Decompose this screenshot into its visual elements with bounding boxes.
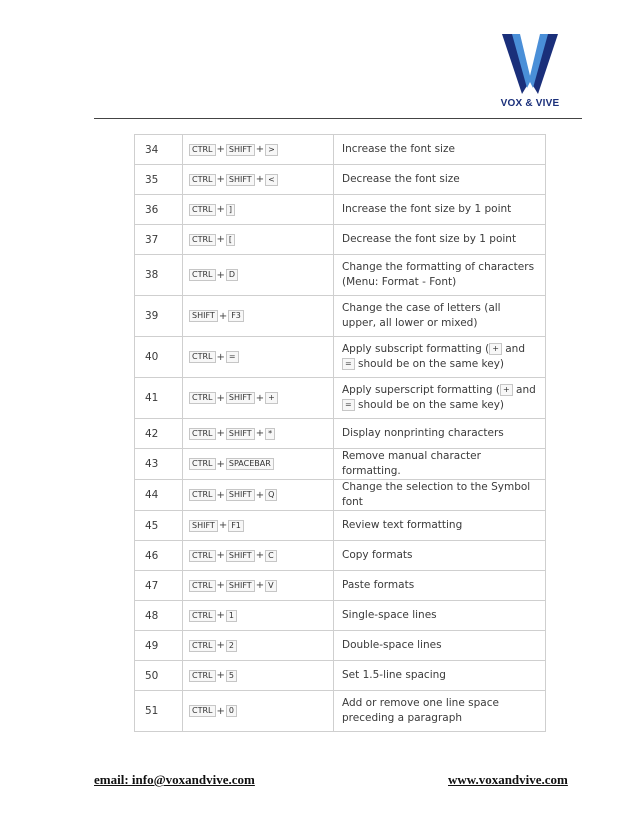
key-cap: SHIFT: [226, 580, 255, 592]
key-cap: =: [226, 351, 239, 363]
plus-sign: +: [255, 428, 265, 439]
shortcut-keys: [183, 480, 334, 511]
plus-sign: +: [255, 144, 265, 155]
shortcut-description: Set 1.5-line spacing: [334, 661, 546, 691]
key-cap: 1: [226, 610, 237, 622]
table-row: [135, 449, 546, 480]
table-row: [135, 511, 546, 541]
shortcut-keys: [183, 449, 334, 480]
shortcut-number: 40: [135, 337, 183, 378]
shortcut-description: Change the selection to the Symbol font: [334, 480, 546, 511]
shortcut-description: Increase the font size: [334, 135, 546, 165]
inline-key-cap: =: [342, 358, 355, 370]
key-cap: CTRL: [189, 144, 216, 156]
inline-key-cap: =: [342, 399, 355, 411]
logo-text: VOX & VIVE: [500, 98, 560, 109]
key-cap: CTRL: [189, 580, 216, 592]
key-cap: >: [265, 144, 278, 156]
footer-website-link[interactable]: www.voxandvive.com: [448, 772, 568, 787]
key-cap: C: [265, 550, 277, 562]
plus-sign: +: [216, 351, 225, 363]
shortcut-description: Paste formats: [334, 571, 546, 601]
table-row: [135, 571, 546, 601]
key-cap: F1: [228, 520, 244, 532]
shortcut-number: 36: [135, 195, 183, 225]
plus-sign: +: [255, 489, 265, 501]
shortcut-keys: [183, 661, 334, 691]
shortcut-number: 47: [135, 571, 183, 601]
key-cap: CTRL: [189, 428, 216, 440]
plus-sign: +: [216, 489, 225, 501]
shortcut-number: 39: [135, 296, 183, 337]
vox-vive-logo-icon: [498, 32, 562, 98]
shortcut-description: Double-space lines: [334, 631, 546, 661]
shortcut-number: 35: [135, 165, 183, 195]
plus-sign: +: [216, 705, 225, 717]
key-cap: CTRL: [189, 234, 216, 246]
shortcut-description: Increase the font size by 1 point: [334, 195, 546, 225]
header-divider: [94, 118, 582, 119]
key-cap: SHIFT: [189, 310, 218, 322]
shortcut-description: Copy formats: [334, 541, 546, 571]
shortcut-keys: [183, 571, 334, 601]
shortcut-number: 51: [135, 691, 183, 732]
shortcut-keys: [183, 511, 334, 541]
plus-sign: +: [216, 269, 225, 281]
shortcut-keys: [183, 255, 334, 296]
plus-sign: +: [216, 234, 225, 245]
key-cap: SHIFT: [226, 144, 255, 156]
key-cap: CTRL: [189, 174, 216, 186]
table-row: [135, 419, 546, 449]
plus-sign: +: [216, 144, 225, 155]
key-cap: ]: [226, 204, 235, 216]
shortcut-keys: [183, 165, 334, 195]
plus-sign: +: [255, 580, 265, 591]
key-cap: CTRL: [189, 458, 216, 470]
shortcut-number: 42: [135, 419, 183, 449]
key-cap: [: [226, 234, 235, 246]
key-cap: F3: [228, 310, 244, 322]
shortcut-keys: [183, 631, 334, 661]
description-text: and: [512, 384, 536, 396]
table-row: [135, 255, 546, 296]
plus-sign: +: [255, 392, 265, 404]
plus-sign: +: [255, 550, 265, 561]
table-row: [135, 195, 546, 225]
plus-sign: +: [218, 520, 228, 531]
shortcut-keys: [183, 337, 334, 378]
shortcut-keys: [183, 419, 334, 449]
shortcut-keys: [183, 296, 334, 337]
plus-sign: +: [216, 640, 225, 651]
key-cap: CTRL: [189, 610, 216, 622]
shortcut-number: 45: [135, 511, 183, 541]
key-cap: <: [265, 174, 278, 186]
description-text: Apply superscript formatting (: [342, 384, 500, 396]
shortcut-number: 49: [135, 631, 183, 661]
table-row: [135, 165, 546, 195]
shortcut-description: Remove manual character formatting.: [334, 449, 546, 480]
vox-vive-logo: [498, 32, 562, 114]
key-cap: CTRL: [189, 640, 216, 652]
plus-sign: +: [216, 174, 225, 185]
key-cap: 0: [226, 705, 237, 717]
plus-sign: +: [216, 580, 225, 591]
table-row: [135, 135, 546, 165]
shortcut-keys: [183, 195, 334, 225]
shortcut-number: 37: [135, 225, 183, 255]
key-cap: 2: [226, 640, 237, 652]
key-cap: CTRL: [189, 392, 216, 404]
shortcut-description: Display nonprinting characters: [334, 419, 546, 449]
key-cap: CTRL: [189, 550, 216, 562]
plus-sign: +: [216, 392, 225, 404]
key-cap: CTRL: [189, 269, 216, 281]
plus-sign: +: [216, 204, 225, 215]
table-row: [135, 480, 546, 511]
shortcut-number: 34: [135, 135, 183, 165]
shortcut-keys: [183, 135, 334, 165]
shortcut-description: Decrease the font size by 1 point: [334, 225, 546, 255]
shortcut-description: Change the case of letters (all upper, all lower or mixed): [334, 296, 546, 337]
shortcut-description: Change the formatting of characters (Menu: Format - Font): [334, 255, 546, 296]
plus-sign: +: [255, 174, 265, 185]
key-cap: CTRL: [189, 670, 216, 682]
table-row: [135, 691, 546, 732]
key-cap: CTRL: [189, 489, 216, 501]
inline-key-cap: +: [489, 343, 502, 355]
shortcut-number: 50: [135, 661, 183, 691]
plus-sign: +: [216, 550, 225, 561]
plus-sign: +: [216, 670, 225, 681]
key-cap: *: [265, 428, 275, 440]
table-row: [135, 661, 546, 691]
key-cap: Q: [265, 489, 277, 501]
shortcut-number: 41: [135, 378, 183, 419]
shortcut-description: [334, 378, 546, 419]
key-cap: SHIFT: [226, 174, 255, 186]
shortcut-description: [334, 337, 546, 378]
shortcut-description: Review text formatting: [334, 511, 546, 541]
shortcut-keys: [183, 691, 334, 732]
table-row: [135, 631, 546, 661]
key-cap: SHIFT: [226, 392, 255, 404]
key-cap: SHIFT: [226, 428, 255, 440]
table-row: [135, 337, 546, 378]
key-cap: D: [226, 269, 238, 281]
description-text: Apply subscript formatting (: [342, 343, 490, 355]
key-cap: +: [265, 392, 278, 404]
shortcut-keys: [183, 378, 334, 419]
shortcut-table: [134, 134, 546, 732]
shortcut-keys: [183, 541, 334, 571]
plus-sign: +: [218, 310, 228, 322]
footer-email-link[interactable]: email: info@voxandvive.com: [94, 772, 255, 787]
description-text: should be on the same key): [354, 358, 505, 370]
shortcut-description: Single-space lines: [334, 601, 546, 631]
shortcut-number: 48: [135, 601, 183, 631]
shortcut-number: 44: [135, 480, 183, 511]
plus-sign: +: [216, 428, 225, 439]
shortcut-keys: [183, 601, 334, 631]
key-cap: 5: [226, 670, 237, 682]
shortcut-number: 46: [135, 541, 183, 571]
shortcut-keys: [183, 225, 334, 255]
key-cap: SHIFT: [226, 550, 255, 562]
plus-sign: +: [216, 610, 225, 621]
description-text: and: [501, 343, 525, 355]
shortcut-number: 38: [135, 255, 183, 296]
key-cap: SPACEBAR: [226, 458, 274, 470]
key-cap: CTRL: [189, 204, 216, 216]
table-row: [135, 378, 546, 419]
table-row: [135, 296, 546, 337]
table-row: [135, 225, 546, 255]
inline-key-cap: +: [500, 384, 513, 396]
shortcut-number: 43: [135, 449, 183, 480]
table-row: [135, 541, 546, 571]
plus-sign: +: [216, 458, 225, 470]
key-cap: CTRL: [189, 351, 216, 363]
key-cap: CTRL: [189, 705, 216, 717]
shortcut-description: Add or remove one line space preceding a paragraph: [334, 691, 546, 732]
table-row: [135, 601, 546, 631]
shortcut-description: Decrease the font size: [334, 165, 546, 195]
key-cap: SHIFT: [226, 489, 255, 501]
description-text: should be on the same key): [354, 399, 505, 411]
key-cap: V: [265, 580, 276, 592]
key-cap: SHIFT: [189, 520, 218, 532]
